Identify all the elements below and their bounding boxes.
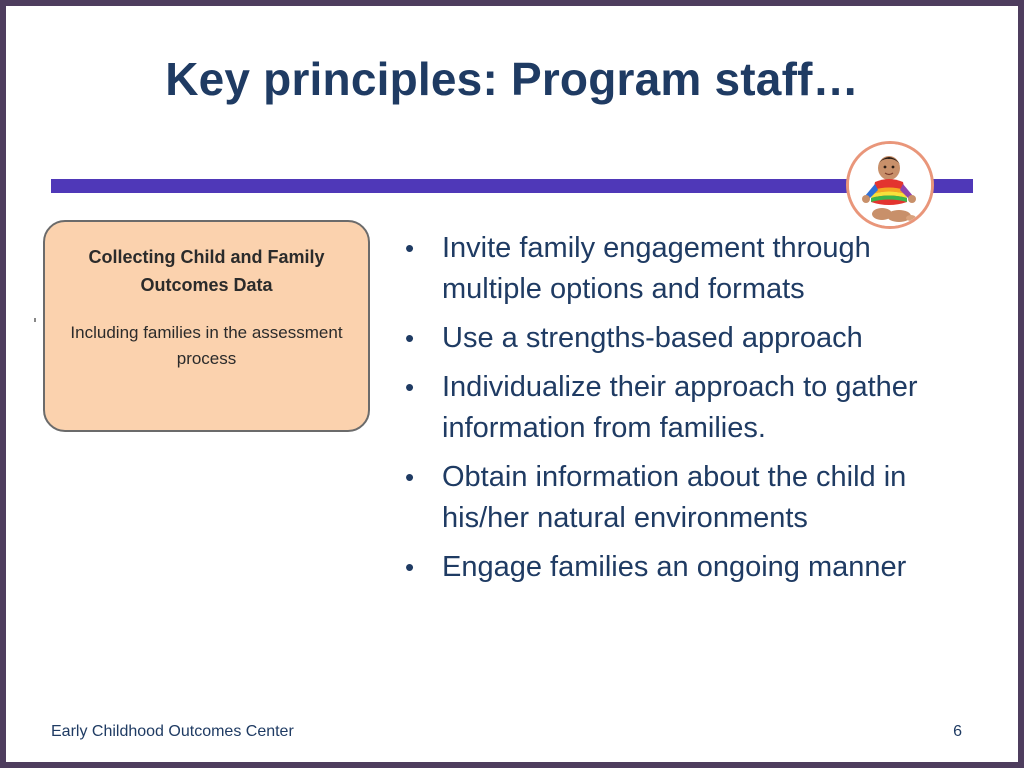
bullet-icon: • bbox=[405, 372, 415, 402]
bullet-text: Individualize their approach to gather information from families. bbox=[442, 371, 918, 444]
bullet-list bbox=[405, 228, 965, 596]
footer-organization: Early Childhood Outcomes Center bbox=[51, 723, 294, 740]
bullet-text: Engage families an ongoing manner bbox=[442, 551, 907, 583]
stray-mark bbox=[34, 318, 36, 322]
list-item bbox=[405, 457, 965, 539]
page-number: 6 bbox=[953, 723, 962, 740]
bullet-text: Invite family engagement through multiple options and formats bbox=[442, 232, 871, 305]
bullet-icon: • bbox=[405, 462, 415, 492]
card-subtitle: Including families in the assessment process bbox=[70, 323, 343, 368]
bullet-icon: • bbox=[405, 552, 415, 582]
bullet-text: Use a strengths-based approach bbox=[442, 322, 863, 354]
baby-photo-icon bbox=[846, 141, 934, 229]
bullet-icon: • bbox=[405, 323, 415, 353]
topic-card bbox=[43, 220, 370, 432]
accent-bar bbox=[51, 179, 973, 193]
slide-title: Key principles: Program staff… bbox=[165, 53, 859, 105]
bullet-text: Obtain information about the child in his/her natural environments bbox=[442, 461, 907, 534]
list-item bbox=[405, 547, 965, 588]
list-item bbox=[405, 318, 965, 359]
bullet-icon: • bbox=[405, 233, 415, 263]
list-item bbox=[405, 228, 965, 310]
list-item bbox=[405, 367, 965, 449]
card-title: Collecting Child and Family Outcomes Data bbox=[88, 247, 325, 295]
